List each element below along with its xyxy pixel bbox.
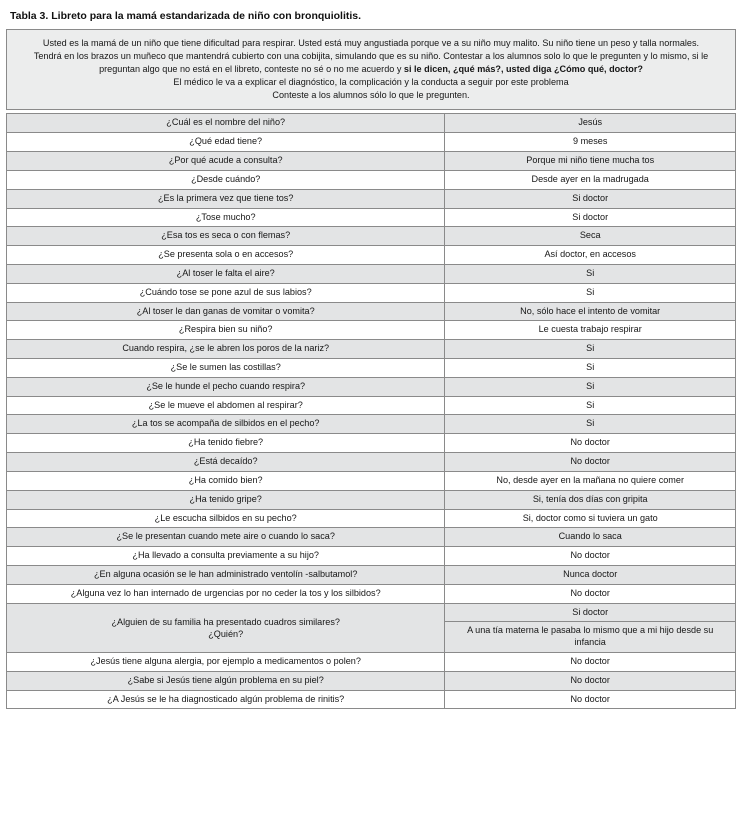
question-cell: ¿Alguna vez lo han internado de urgencias por no ceder la tos y los silbidos? <box>7 584 445 603</box>
answer-cell: Si <box>445 340 736 359</box>
table-row <box>7 434 736 453</box>
answer-cell: Le cuesta trabajo respirar <box>445 321 736 340</box>
question-cell: ¿Es la primera vez que tiene tos? <box>7 189 445 208</box>
question-cell: ¿Ha tenido gripe? <box>7 490 445 509</box>
answer-cell: No doctor <box>445 547 736 566</box>
answer-cell: Si, tenía dos días con gripita <box>445 490 736 509</box>
question-cell: ¿Se presenta sola o en accesos? <box>7 246 445 265</box>
table-row <box>7 152 736 171</box>
answer-cell: Si doctor <box>445 189 736 208</box>
question-cell: ¿Ha llevado a consulta previamente a su hijo? <box>7 547 445 566</box>
table-row <box>7 653 736 672</box>
answer-cell: Si <box>445 415 736 434</box>
intro-line-4: Conteste a los alumnos sólo lo que le pregunten. <box>272 90 470 101</box>
answer-cell: Si doctor <box>445 603 736 622</box>
answer-cell: No, sólo hace el intento de vomitar <box>445 302 736 321</box>
question-cell: ¿En alguna ocasión se le han administrado ventolín -salbutamol? <box>7 565 445 584</box>
question-cell: ¿Por qué acude a consulta? <box>7 152 445 171</box>
answer-cell: Si <box>445 396 736 415</box>
question-cell: ¿Está decaído? <box>7 453 445 472</box>
question-cell: ¿Tose mucho? <box>7 208 445 227</box>
question-cell: ¿Respira bien su niño? <box>7 321 445 340</box>
answer-cell: Seca <box>445 227 736 246</box>
answer-cell: No doctor <box>445 584 736 603</box>
question-cell: ¿Sabe si Jesús tiene algún problema en su piel? <box>7 671 445 690</box>
question-cell: ¿Cuándo tose se pone azul de sus labios? <box>7 283 445 302</box>
table-row <box>7 246 736 265</box>
answer-cell: 9 meses <box>445 133 736 152</box>
question-cell: ¿Ha comido bien? <box>7 471 445 490</box>
table-row <box>7 302 736 321</box>
answer-cell: No doctor <box>445 671 736 690</box>
intro-line-2 <box>17 50 725 76</box>
table-row <box>7 114 736 133</box>
question-cell: ¿Cuál es el nombre del niño? <box>7 114 445 133</box>
table-row <box>7 547 736 566</box>
question-cell: ¿Le escucha silbidos en su pecho? <box>7 509 445 528</box>
table-row <box>7 453 736 472</box>
table-row <box>7 528 736 547</box>
table-row <box>7 603 736 622</box>
answer-cell: Si <box>445 377 736 396</box>
answer-cell: Cuando lo saca <box>445 528 736 547</box>
question-cell: ¿Jesús tiene alguna alergia, por ejemplo a medicamentos o polen? <box>7 653 445 672</box>
table-row <box>7 208 736 227</box>
question-cell: ¿A Jesús se le ha diagnosticado algún problema de rinitis? <box>7 690 445 709</box>
table-row <box>7 471 736 490</box>
question-cell: ¿Se le presentan cuando mete aire o cuando lo saca? <box>7 528 445 547</box>
answer-cell: No doctor <box>445 453 736 472</box>
answer-cell: No doctor <box>445 653 736 672</box>
question-cell: ¿Se le sumen las costillas? <box>7 359 445 378</box>
question-cell: ¿Alguien de su familia ha presentado cuadros similares? ¿Quién? <box>7 603 445 652</box>
answer-cell: Jesús <box>445 114 736 133</box>
question-cell: ¿La tos se acompaña de silbidos en el pecho? <box>7 415 445 434</box>
answer-cell: Si doctor <box>445 208 736 227</box>
table-row <box>7 227 736 246</box>
question-cell: ¿Desde cuándo? <box>7 170 445 189</box>
answer-cell: Nunca doctor <box>445 565 736 584</box>
table-row <box>7 396 736 415</box>
question-cell: ¿Esa tos es seca o con flemas? <box>7 227 445 246</box>
question-cell: ¿Al toser le dan ganas de vomitar o vomita? <box>7 302 445 321</box>
answer-cell: Si <box>445 264 736 283</box>
table-row <box>7 565 736 584</box>
question-cell: ¿Se le hunde el pecho cuando respira? <box>7 377 445 396</box>
answer-cell: Así doctor, en accesos <box>445 246 736 265</box>
table-row <box>7 690 736 709</box>
answer-cell: No doctor <box>445 690 736 709</box>
script-table-body <box>7 114 736 709</box>
answer-cell: A una tía materna le pasaba lo mismo que a mi hijo desde su infancia <box>445 622 736 653</box>
table-row <box>7 340 736 359</box>
script-table <box>6 113 736 709</box>
answer-cell: No doctor <box>445 434 736 453</box>
table-row <box>7 133 736 152</box>
answer-cell: No, desde ayer en la mañana no quiere comer <box>445 471 736 490</box>
table-row <box>7 671 736 690</box>
table-caption: Tabla 3. Libreto para la mamá estandarizada de niño con bronquiolitis. <box>10 10 362 22</box>
intro-line-1: Usted es la mamá de un niño que tiene dificultad para respirar. Usted está muy angustiada porque ve a su niño muy malito. Su niño tiene un peso y talla normales. <box>42 37 700 48</box>
question-cell: ¿Se le mueve el abdomen al respirar? <box>7 396 445 415</box>
table-row <box>7 283 736 302</box>
table-row <box>7 359 736 378</box>
question-cell: ¿Ha tenido fiebre? <box>7 434 445 453</box>
intro-line-3: El médico le va a explicar el diagnóstico, la complicación y la conducta a seguir por este problema <box>173 77 569 88</box>
table-row <box>7 189 736 208</box>
answer-cell: Desde ayer en la madrugada <box>445 170 736 189</box>
question-cell: ¿Qué edad tiene? <box>7 133 445 152</box>
answer-cell: Si, doctor como si tuviera un gato <box>445 509 736 528</box>
question-cell: Cuando respira, ¿se le abren los poros de la nariz? <box>7 340 445 359</box>
intro-line-2b: preguntan algo que no está en el libreto, conteste no sé o no me acuerdo y <box>99 63 404 74</box>
question-cell: ¿Al toser le falta el aire? <box>7 264 445 283</box>
table-row <box>7 415 736 434</box>
table-row <box>7 170 736 189</box>
table-row <box>7 490 736 509</box>
answer-cell: Si <box>445 359 736 378</box>
table-row <box>7 584 736 603</box>
intro-line-2a: Tendrá en los brazos un muñeco que mantendrá cubierto con una cobijita, simulando que es su niño. Contestar a los alumnos solo lo que le pregunten y lo mismo, si le <box>33 50 709 61</box>
intro-line-2-bold: si le dicen, ¿qué más?, usted diga ¿Cómo qué, doctor? <box>403 63 643 74</box>
answer-cell: Porque mi niño tiene mucha tos <box>445 152 736 171</box>
intro-instructions-box <box>6 29 736 111</box>
answer-cell: Si <box>445 283 736 302</box>
table-row <box>7 377 736 396</box>
table-row <box>7 321 736 340</box>
table-row <box>7 264 736 283</box>
table-row <box>7 509 736 528</box>
